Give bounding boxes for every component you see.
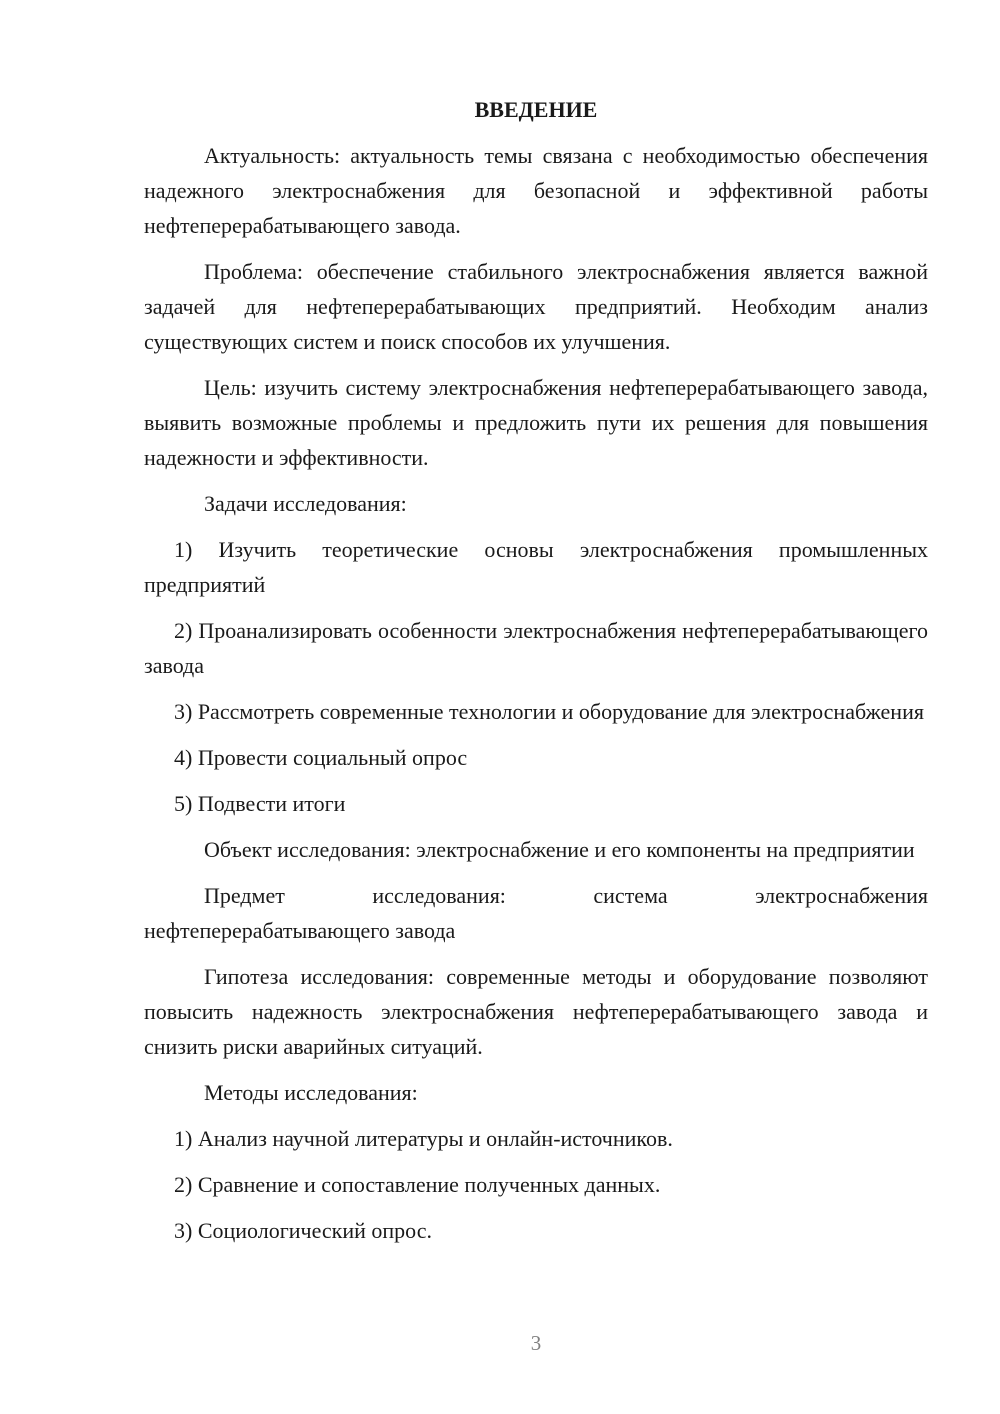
method-item: 3) Социологический опрос. [174, 1218, 432, 1243]
methods-heading: Методы исследования: [204, 1080, 418, 1105]
method-item: 2) Сравнение и сопоставление полученных данных. [174, 1172, 661, 1197]
section-title: ВВЕДЕНИЕ [474, 97, 598, 122]
subject-paragraph: Предмет исследования: система электроснабжения нефтеперерабатывающего завода [144, 883, 928, 943]
task-item: 1) Изучить теоретические основы электроснабжения промышленных предприятий [144, 537, 928, 597]
task-item: 3) Рассмотреть современные технологии и оборудование для электроснабжения [174, 699, 924, 724]
object-paragraph: Объект исследования: электроснабжение и его компоненты на предприятии [204, 837, 915, 862]
problem-paragraph: Проблема: обеспечение стабильного электроснабжения является важной задачей для нефтеперерабатывающих предприятий. Необходим анализ существующих систем и поиск способов их улучшения. [144, 259, 928, 354]
tasks-heading: Задачи исследования: [204, 491, 407, 516]
page-number: 3 [530, 1331, 542, 1355]
method-item: 1) Анализ научной литературы и онлайн-источников. [174, 1126, 673, 1151]
task-item: 2) Проанализировать особенности электроснабжения нефтеперерабатывающего завода [144, 618, 928, 678]
task-item: 5) Подвести итоги [174, 791, 346, 816]
task-item: 4) Провести социальный опрос [174, 745, 468, 770]
hypothesis-paragraph: Гипотеза исследования: современные методы и оборудование позволяют повысить надежность электроснабжения нефтеперерабатывающего завода и снизить риски аварийных ситуаций. [144, 964, 928, 1059]
goal-paragraph: Цель: изучить систему электроснабжения нефтеперерабатывающего завода, выявить возможные проблемы и предложить пути их решения для повышения надежности и эффективности. [144, 375, 928, 470]
relevance-paragraph: Актуальность: актуальность темы связана с необходимостью обеспечения надежного электроснабжения для безопасной и эффективной работы нефтеперерабатывающего завода. [144, 143, 928, 238]
document-body [144, 92, 928, 1259]
